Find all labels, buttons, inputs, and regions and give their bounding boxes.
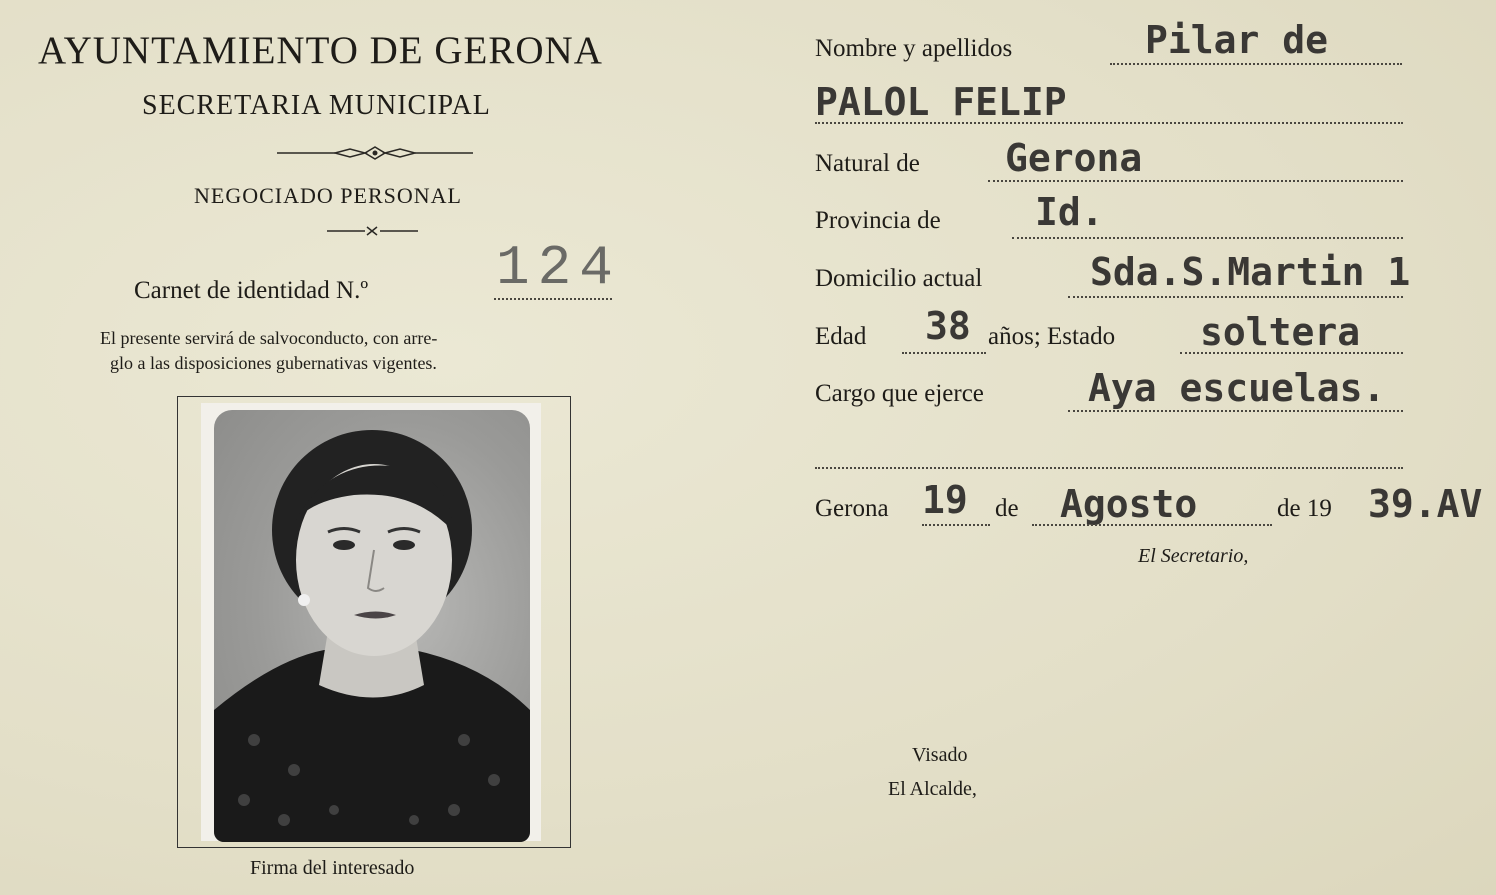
visa-label: Visado — [912, 744, 968, 766]
date-year: 39.AV — [1368, 482, 1483, 526]
mayor-signature-label: El Alcalde, — [888, 778, 977, 800]
blank-dotted-line — [815, 467, 1403, 469]
department-label: NEGOCIADO PERSONAL — [194, 183, 462, 208]
age-dotted-line — [902, 352, 986, 354]
safe-conduct-note-line2: glo a las disposiciones gubernativas vigentes. — [110, 353, 437, 373]
secretary-signature-label: El Secretario, — [1138, 545, 1249, 567]
province-label: Provincia de — [815, 207, 941, 234]
address-value: Sda.S.Martin 1 — [1090, 250, 1411, 294]
province-value: Id. — [1035, 190, 1104, 234]
date-day: 19 — [922, 478, 968, 522]
id-card-label: Carnet de identidad N.º — [134, 277, 369, 304]
marital-status-value: soltera — [1200, 310, 1361, 354]
position-dotted-line — [1068, 410, 1403, 412]
name-dotted-line — [1110, 63, 1402, 65]
date-de-2: de 19 — [1277, 495, 1332, 522]
status-label: años; Estado — [988, 323, 1116, 350]
province-dotted-line — [1012, 237, 1403, 239]
name-value-line2: PALOL FELIP — [815, 80, 1067, 124]
name-label: Nombre y apellidos — [815, 35, 1013, 62]
secretariat-subtitle: SECRETARIA MUNICIPAL — [142, 90, 491, 121]
position-value: Aya escuelas. — [1088, 366, 1386, 410]
date-city: Gerona — [815, 495, 889, 522]
portrait-photo — [214, 410, 530, 842]
date-month: Agosto — [1060, 482, 1198, 526]
month-dotted-line — [1032, 524, 1272, 526]
id-card-number: 124 — [496, 236, 621, 300]
status-dotted-line — [1180, 352, 1403, 354]
age-label: Edad — [815, 323, 867, 350]
birthplace-dotted-line — [988, 180, 1403, 182]
age-value: 38 — [925, 304, 971, 348]
name-value-line1: Pilar de — [1145, 18, 1329, 62]
address-label: Domicilio actual — [815, 265, 983, 292]
address-dotted-line — [1068, 296, 1403, 298]
day-dotted-line — [922, 524, 990, 526]
small-ornament-icon — [325, 224, 420, 238]
signature-caption: Firma del interesado — [250, 857, 415, 879]
position-label: Cargo que ejerce — [815, 380, 984, 407]
birthplace-value: Gerona — [1005, 136, 1143, 180]
municipality-title: AYUNTAMIENTO DE GERONA — [38, 29, 603, 72]
ornament-divider-icon — [275, 143, 475, 163]
number-dotted-line — [494, 298, 612, 300]
date-de-1: de — [995, 495, 1019, 522]
birthplace-label: Natural de — [815, 150, 920, 177]
safe-conduct-note-line1: El presente servirá de salvoconducto, con arre- — [100, 328, 438, 348]
surname-dotted-line — [815, 122, 1403, 124]
